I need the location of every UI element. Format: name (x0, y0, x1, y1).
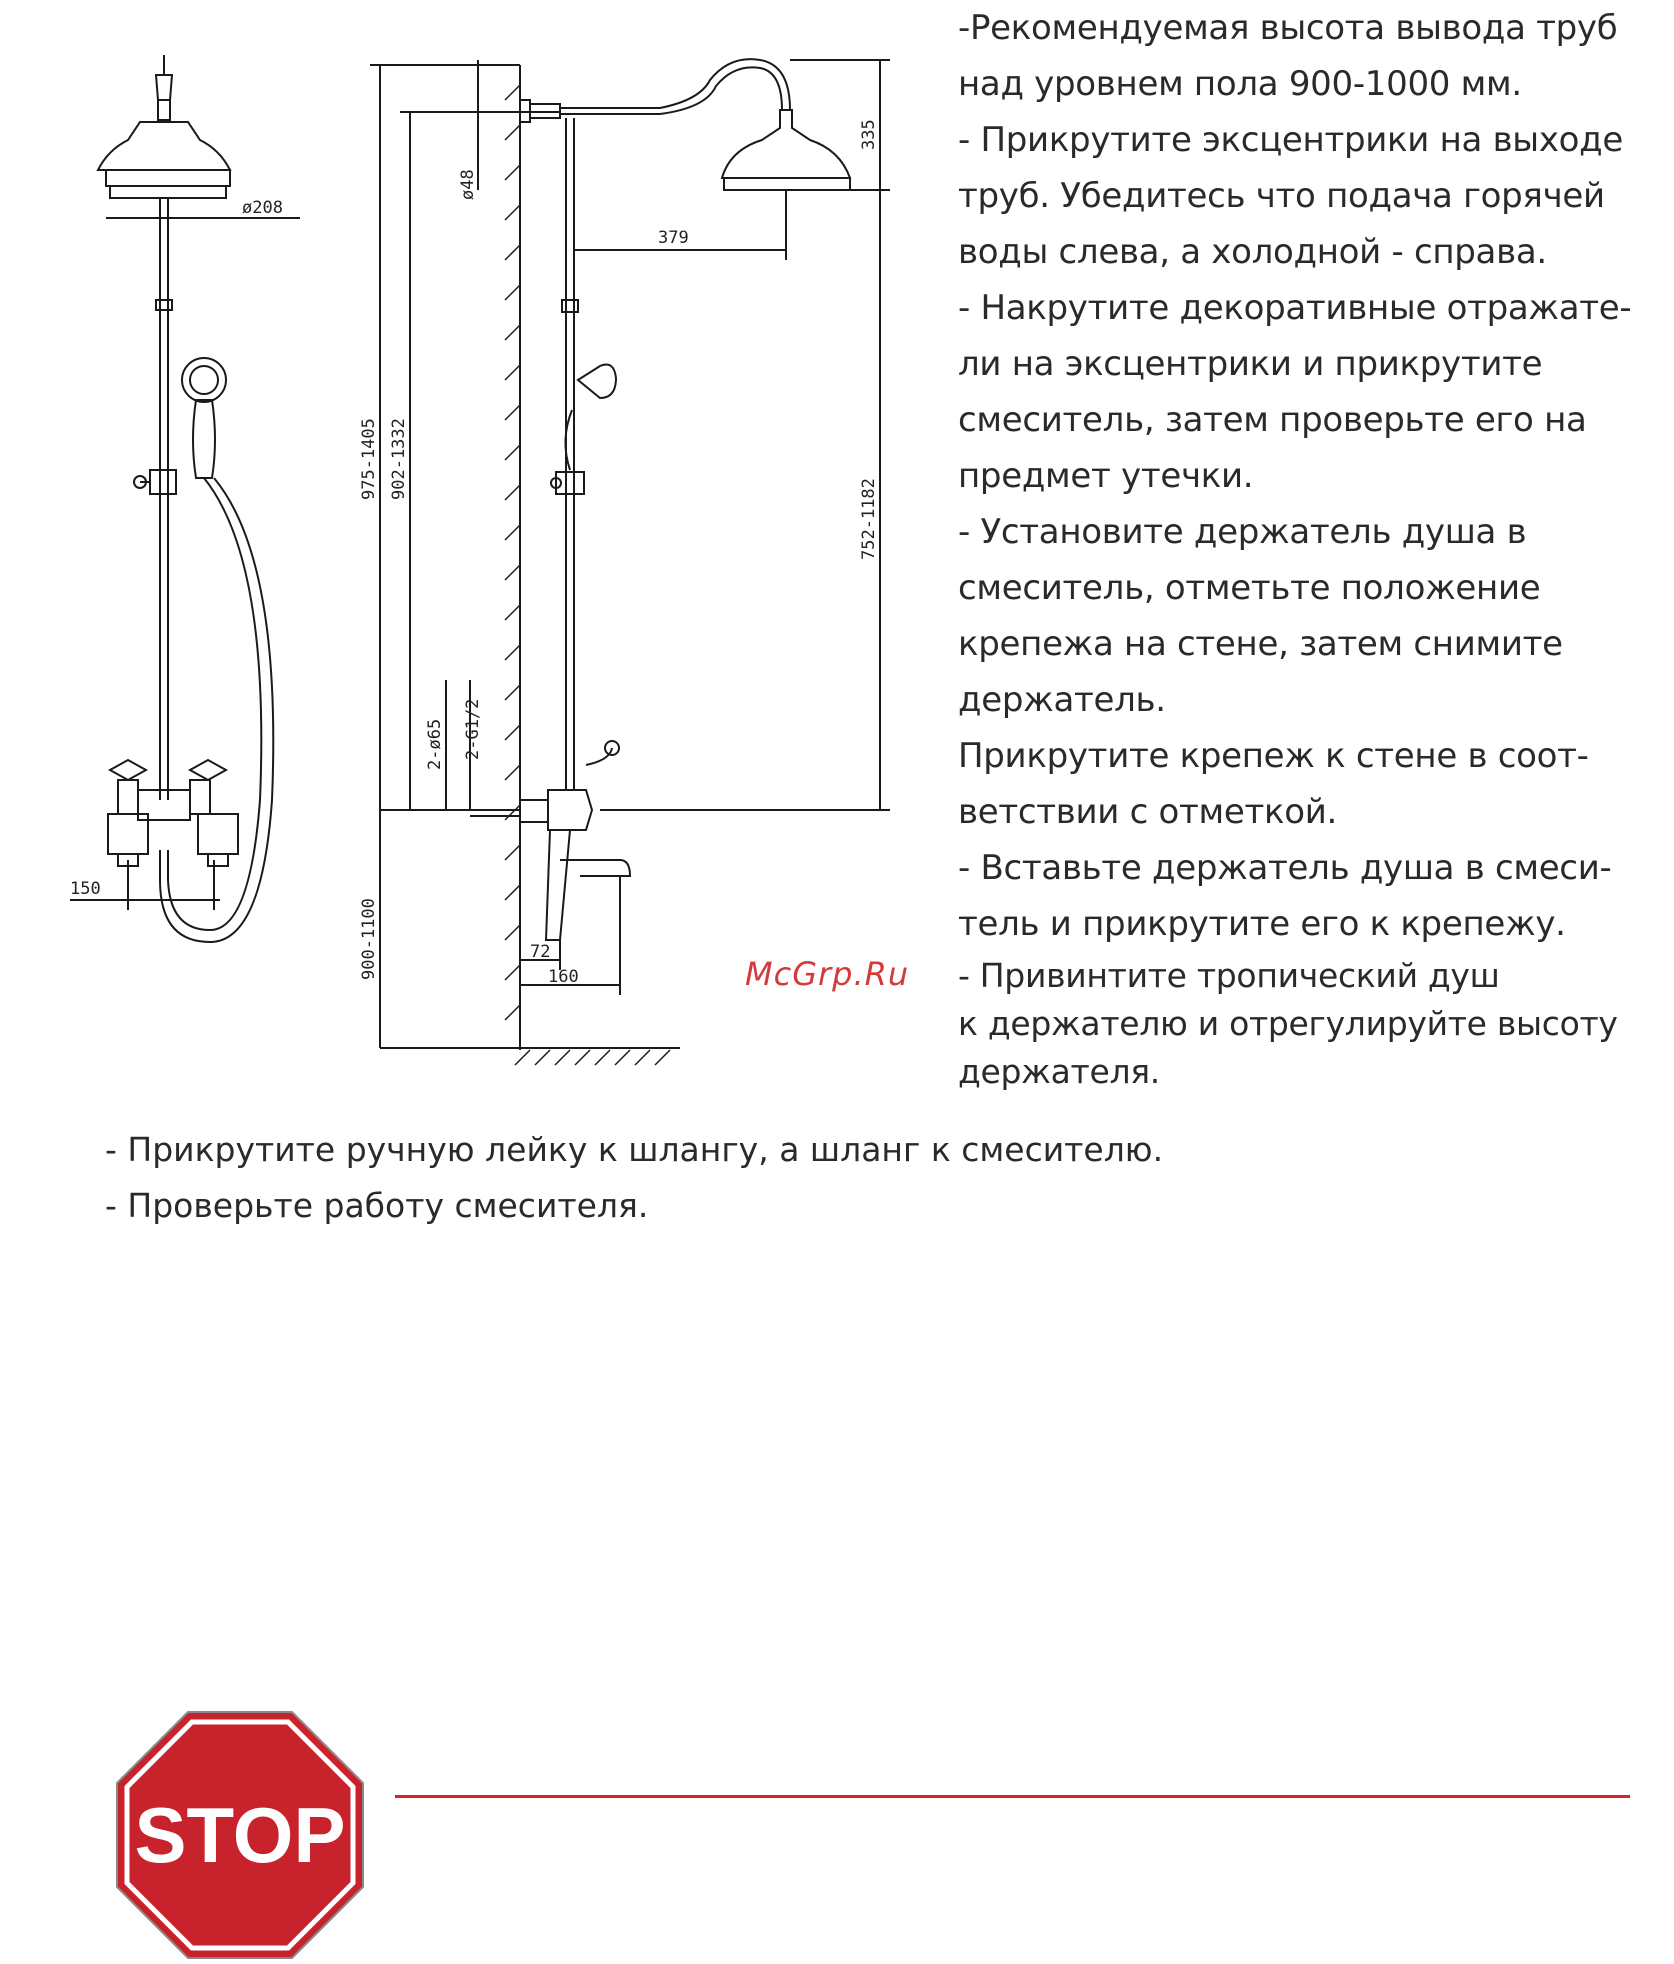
instruction-line: смеситель, отметьте положение (958, 568, 1541, 608)
instruction-line: - Прикрутите эксцентрики на выходе (958, 120, 1624, 160)
instruction-line: ветствии с отметкой. (958, 792, 1338, 832)
installation-instructions (958, 0, 1674, 1096)
instruction-line: Прикрутите крепеж к стене в соот- (958, 736, 1589, 776)
dim-pipe-diameter: ø48 (458, 169, 478, 200)
instruction-line: воды слева, а холодной - справа. (958, 232, 1547, 272)
dim-head-drop: 335 (859, 119, 879, 150)
dim-arm-reach: 379 (658, 228, 689, 248)
instruction-line: - Вставьте держатель душа в смеси- (958, 848, 1612, 888)
instruction-line: к держателю и отрегулируйте высоту (958, 1004, 1618, 1043)
instruction-line: держателя. (958, 1052, 1160, 1091)
technical-drawing (0, 0, 940, 1100)
dim-total-height: 975-1405 (359, 418, 379, 500)
dim-spout-length: 160 (548, 967, 579, 987)
instruction-line: - Накрутите декоративные отражате- (958, 288, 1632, 328)
instruction-line: смеситель, затем проверьте его на (958, 400, 1587, 440)
dim-mount-height: 900-1100 (359, 898, 379, 980)
dim-spout-offset: 72 (530, 942, 551, 962)
instruction-line: держатель. (958, 680, 1166, 720)
accent-divider (395, 1795, 1630, 1798)
watermark: McGrp.Ru (745, 955, 910, 993)
stop-sign-label: STOP (134, 1791, 346, 1879)
note-line: - Прикрутите ручную лейку к шлангу, а шланг к смесителю. (105, 1130, 1164, 1169)
instruction-line: -Рекомендуемая высота вывода труб (958, 8, 1618, 48)
instruction-line: над уровнем пола 900-1000 мм. (958, 64, 1522, 104)
instruction-line: труб. Убедитесь что подача горячей (958, 176, 1605, 216)
dim-holder-height: 752-1182 (859, 478, 879, 560)
instruction-line: - Установите держатель душа в (958, 512, 1527, 552)
stop-sign-icon (115, 1710, 365, 1960)
dim-thread: 2-G1/2 (463, 698, 483, 760)
dim-hand-offset: 150 (70, 879, 101, 899)
instruction-line: тель и прикрутите его к крепежу. (958, 904, 1566, 944)
dim-bar-height: 902-1332 (389, 418, 409, 500)
instruction-line: предмет утечки. (958, 456, 1254, 496)
dim-head-diameter: ø208 (242, 198, 283, 218)
instruction-line: ли на эксцентрики и прикрутите (958, 344, 1543, 384)
instruction-line: крепежа на стене, затем снимите (958, 624, 1563, 664)
note-line: - Проверьте работу смесителя. (105, 1186, 649, 1225)
side-view (370, 59, 890, 1065)
front-view (70, 55, 300, 942)
instruction-line: - Привинтите тропический душ (958, 956, 1500, 995)
dim-cover-diameter: 2-ø65 (425, 718, 445, 770)
bottom-notes (105, 1122, 1163, 1234)
